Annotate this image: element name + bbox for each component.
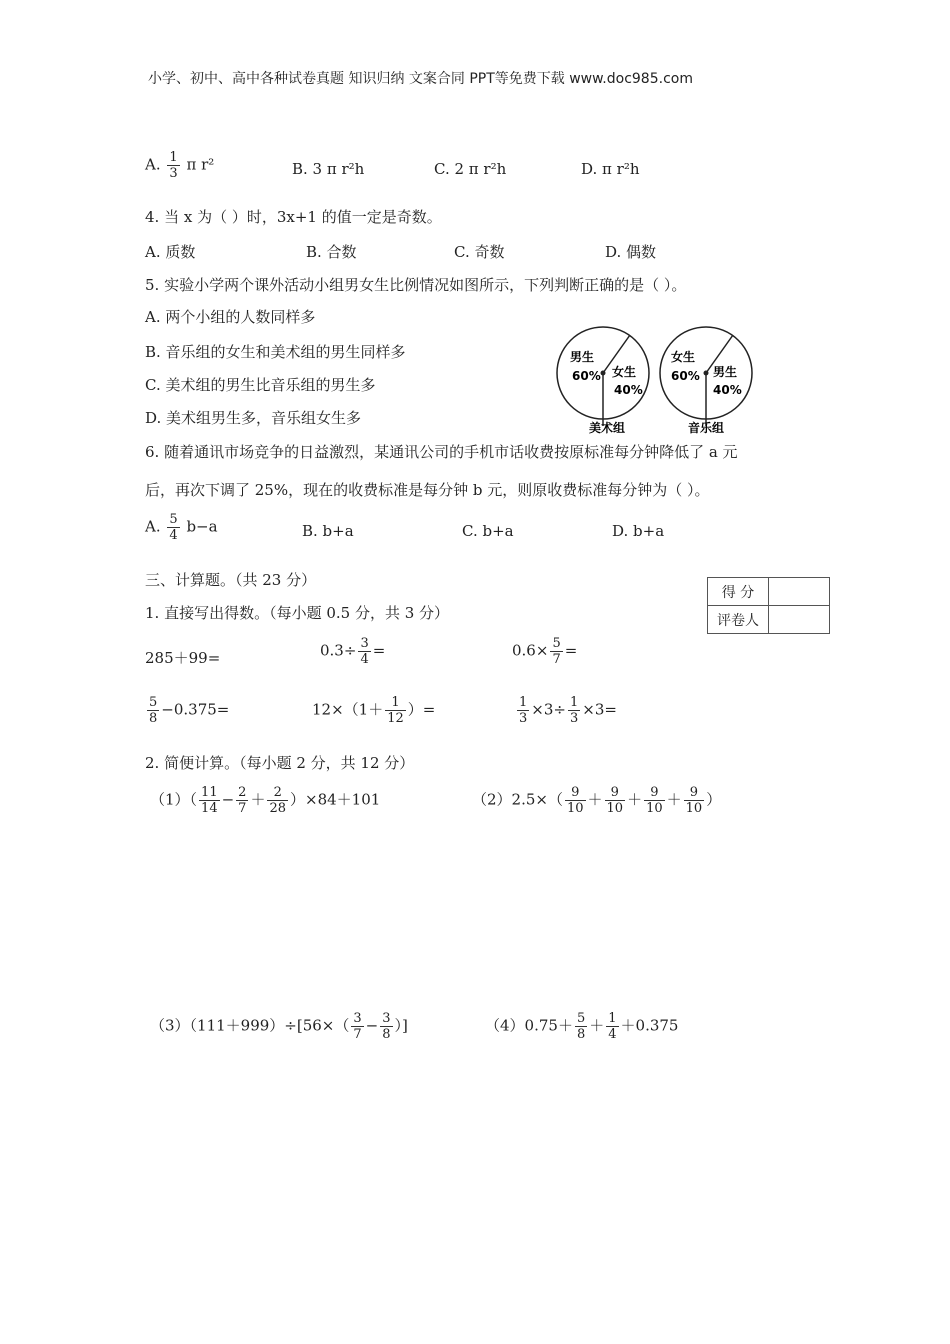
q6-line-1: 6. 随着通讯市场竞争的日益激烈，某通讯公司的手机市话收费按原标准每分钟降低了 a 元: [145, 443, 738, 461]
score-label: 得 分: [708, 578, 769, 606]
q6-option-b: B. b+a: [302, 522, 354, 540]
q4-option-b: B. 合数: [306, 243, 357, 261]
q4-stem: 4. 当 x 为（ ）时，3x+1 的值一定是奇数。: [145, 208, 442, 226]
page-header: 小学、初中、高中各种试卷真题 知识归纳 文案合同 PPT等免费下载 www.doc985.com: [148, 71, 693, 87]
q4-option-a: A. 质数: [145, 243, 196, 261]
q4-option-d: D. 偶数: [605, 243, 657, 261]
expr-1: 285＋99=: [145, 649, 221, 667]
q5-option-b: B. 音乐组的女生和美术组的男生同样多: [145, 343, 406, 361]
q3-option-a: A. $\frac{1}{3}$ π r²: [145, 150, 215, 181]
section3-title: 三、计算题。（共 23 分）: [145, 571, 317, 589]
q5-option-d: D. 美术组男生多，音乐组女生多: [145, 409, 362, 427]
music-right-pct: 40%: [713, 383, 742, 397]
q5-option-a: A. 两个小组的人数同样多: [145, 308, 316, 326]
q5-stem: 5. 实验小学两个课外活动小组男女生比例情况如图所示，下列判断正确的是（ ）。: [145, 276, 687, 294]
sub1-title: 1. 直接写出得数。（每小题 0.5 分，共 3 分）: [145, 604, 450, 622]
score-field[interactable]: [769, 578, 830, 606]
music-left-pct: 60%: [671, 369, 700, 383]
art-right-label: 女生: [612, 365, 637, 379]
art-left-label: 男生: [570, 350, 595, 364]
art-group-name: 美术组: [589, 421, 626, 435]
pie-music-group: [660, 327, 752, 435]
calc-4: （4）0.75＋ $\frac{5}{8}$ ＋ $\frac{1}{4}$ ＋0.375: [485, 1011, 679, 1042]
expr-6: $\frac{1}{3}$ ×3÷ $\frac{1}{3}$ ×3=: [519, 695, 617, 726]
calc-1: （1）（ $\frac{11}{14}$ − $\frac{2}{7}$ ＋ $\frac{2}{28}$ ）×84＋101: [150, 785, 381, 816]
expr-2: 0.3÷ $\frac{3}{4}$ =: [320, 636, 386, 667]
calc-3: （3）（111＋999）÷[56×（ $\frac{3}{7}$ − $\frac{3}{8}$ ）]: [150, 1011, 408, 1042]
expr-5: 12×（1＋ $\frac{1}{12}$ ）=: [312, 695, 436, 726]
q6-option-c: C. b+a: [462, 522, 514, 540]
music-group-name: 音乐组: [688, 421, 725, 435]
expr-4: $\frac{5}{8}$ −0.375=: [149, 695, 230, 726]
art-right-pct: 40%: [614, 383, 643, 397]
calc-2: （2）2.5×（ $\frac{9}{10}$ ＋ $\frac{9}{10}$ ＋ $\frac{9}{10}$ ＋ $\frac{9}{10}$ ）: [472, 785, 722, 816]
q3-option-d: D. π r²h: [581, 160, 640, 178]
art-left-pct: 60%: [572, 369, 601, 383]
score-box: [707, 577, 830, 634]
grader-label: 评卷人: [708, 606, 769, 634]
q6-option-a: A. $\frac{5}{4}$ b−a: [145, 512, 218, 543]
music-left-label: 女生: [671, 350, 696, 364]
music-right-label: 男生: [713, 365, 738, 379]
q6-option-d: D. b+a: [612, 522, 665, 540]
pie-art-group: [557, 327, 649, 435]
q3-option-c: C. 2 π r²h: [434, 160, 507, 178]
q5-pie-charts: [550, 318, 760, 436]
sub2-title: 2. 简便计算。（每小题 2 分，共 12 分）: [145, 754, 415, 772]
expr-3: 0.6× $\frac{5}{7}$ =: [512, 636, 578, 667]
q4-option-c: C. 奇数: [454, 243, 505, 261]
grader-field[interactable]: [769, 606, 830, 634]
q5-option-c: C. 美术组的男生比音乐组的男生多: [145, 376, 376, 394]
q6-line-2: 后，再次下调了 25%，现在的收费标准是每分钟 b 元，则原收费标准每分钟为（ ）。: [145, 481, 710, 499]
q3-option-b: B. 3 π r²h: [292, 160, 365, 178]
